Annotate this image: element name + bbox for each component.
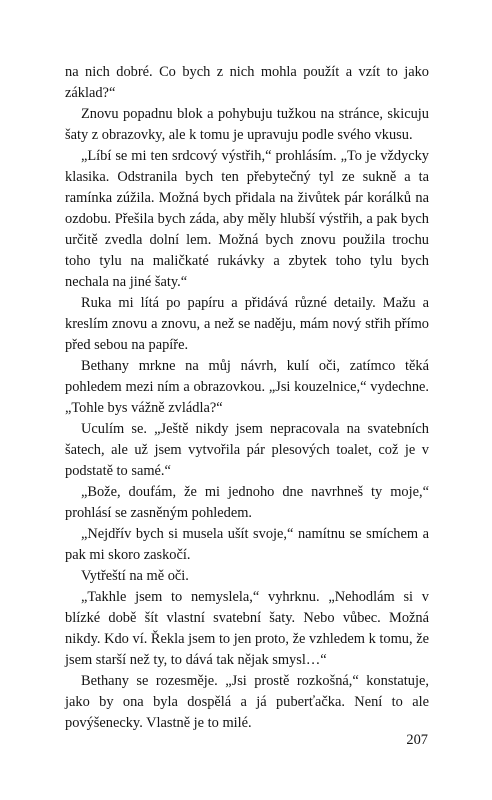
paragraph-2: Znovu popadnu blok a pohybuju tužkou na stránce, skicuju šaty z obrazovky, ale k tomu je upravuju podle svého vkusu. [65,106,429,143]
paragraph-8: „Nejdřív bych si musela ušít svoje,“ namítnu se smíchem a pak mi skoro zaskočí. [65,526,429,563]
paragraph-6: Uculím se. „Ještě nikdy jsem nepracovala na svatebních šatech, ale už jsem vytvořila pár plesových toalet, což je v podstatě to samé.“ [65,421,429,479]
paragraph-10: „Takhle jsem to nemyslela,“ vyhrknu. „Nehodlám si v blízké době šít vlastní svatební šaty. Nebo vůbec. Možná nikdy. Kdo ví. Řekla jsem to jen proto, že vzhledem k tomu, že jsem starší než ty, to dává tak nějak smysl…“ [65,589,429,668]
paragraph-11: Bethany se rozesměje. „Jsi prostě rozkošná,“ konstatuje, jako by ona byla dospělá a já puberťačka. Není to ale povýšenecky. Vlastně je to milé. [65,673,429,731]
paragraph-1: na nich dobré. Co bych z nich mohla použít a vzít to jako základ?“ [65,64,429,101]
paragraph-9: Vytřeští na mě oči. [81,568,189,584]
paragraph-5: Bethany mrkne na můj návrh, kulí oči, zatímco těká pohledem mezi ním a obrazovkou. „Jsi kouzelnice,“ vydechne. „Tohle bys vážně zvládla?“ [65,358,429,416]
paragraph-7: „Bože, doufám, že mi jednoho dne navrhneš ty moje,“ prohlásí se zasněným pohledem. [65,484,429,521]
paragraph-3: „Líbí se mi ten srdcový výstřih,“ prohlásím. „To je vždycky klasika. Odstranila bych ten přebytečný tyl ze sukně a ta ramínka zúžila. Možná bych přidala na živůtek pár korálků na ozdobu. Přešila bych záda, aby měly hlubší výstřih, a pak bych určitě zvedla dolní lem. Možná bych znovu použila trochu toho tylu na maličkaté rukávky a zbytek toho tylu bych nechala na jiné šaty.“ [65,148,429,290]
book-page-text [65,62,429,734]
page-number: 207 [406,732,428,748]
paragraph-4: Ruka mi lítá po papíru a přidává různé detaily. Mažu a kreslím znovu a znovu, a než se naděju, mám nový střih přímo před sebou na papíře. [65,295,429,353]
